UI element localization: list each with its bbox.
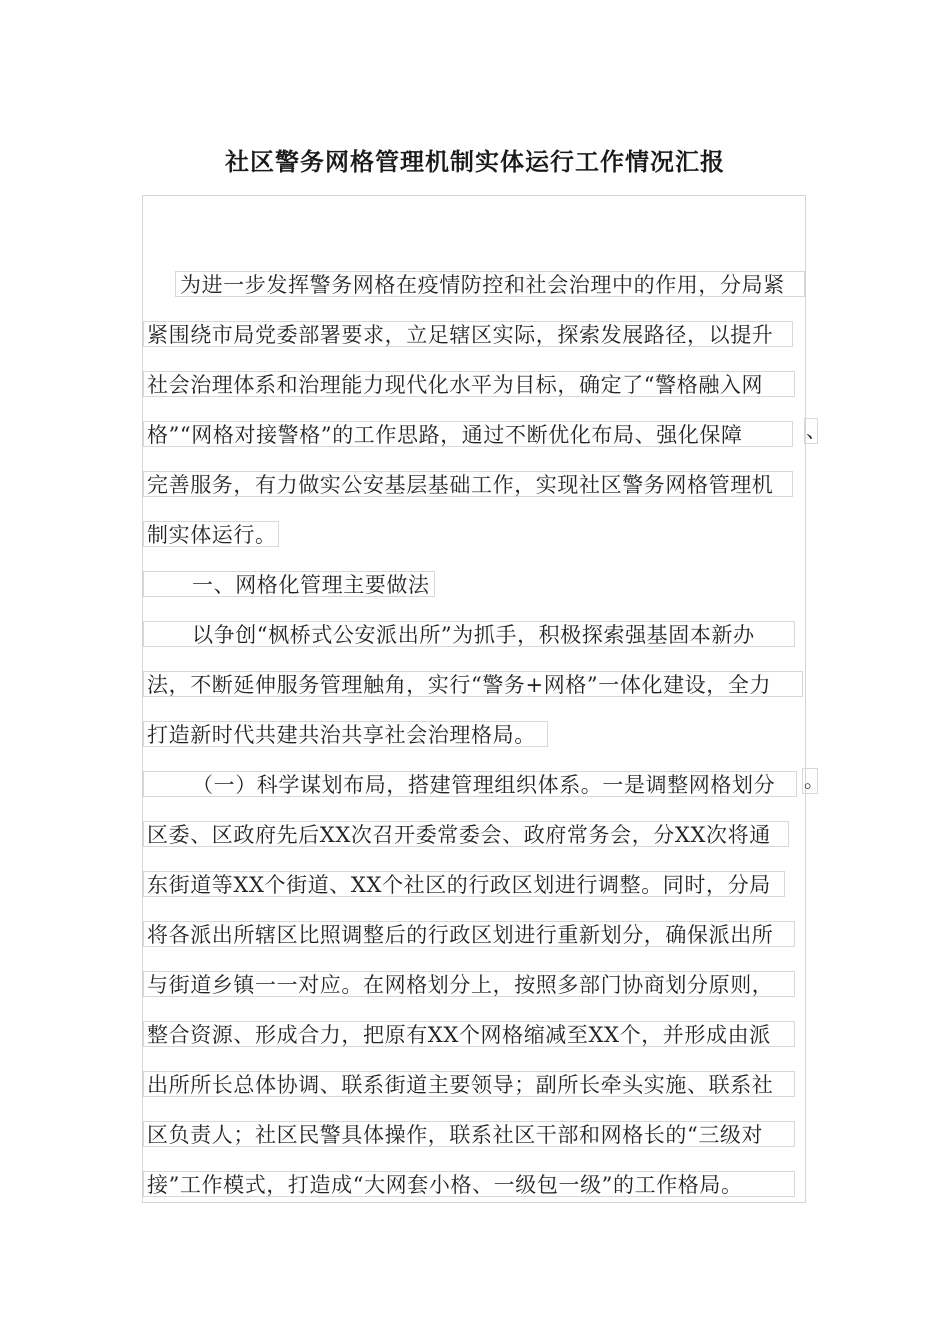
page-title: 社区警务网格管理机制实体运行工作情况汇报 bbox=[225, 148, 725, 176]
paragraph-line: 整合资源、形成合力，把原有XX个网格缩减至XX个，并形成由派 bbox=[143, 1021, 795, 1047]
paragraph-line: 法，不断延伸服务管理触角，实行“警务+网格”一体化建设，全力 bbox=[143, 671, 803, 697]
paragraph-line: 为进一步发挥警务网格在疫情防控和社会治理中的作用，分局紧 bbox=[175, 271, 805, 297]
paragraph-line: 区负责人；社区民警具体操作，联系社区干部和网格长的“三级对 bbox=[143, 1121, 795, 1147]
paragraph-line: 紧围绕市局党委部署要求，立足辖区实际，探索发展路径，以提升 bbox=[143, 321, 793, 347]
overflow-punctuation-mark: 、 bbox=[806, 418, 826, 442]
paragraph-line: 格”“网格对接警格”的工作思路，通过不断优化布局、强化保障 bbox=[143, 421, 793, 447]
subsection-line: （一）科学谋划布局，搭建管理组织体系。一是调整网格划分 bbox=[143, 771, 797, 797]
paragraph-line: 将各派出所辖区比照调整后的行政区划进行重新划分，确保派出所 bbox=[143, 921, 795, 947]
paragraph-line: 打造新时代共建共治共享社会治理格局。 bbox=[143, 721, 548, 747]
paragraph-line: 出所所长总体协调、联系街道主要领导；副所长牵头实施、联系社 bbox=[143, 1071, 795, 1097]
paragraph-line: 与街道乡镇一一对应。在网格划分上，按照多部门协商划分原则， bbox=[143, 971, 795, 997]
paragraph-line: 东街道等XX个街道、XX个社区的行政区划进行调整。同时，分局 bbox=[143, 871, 785, 897]
paragraph-line: 制实体运行。 bbox=[143, 521, 279, 547]
paragraph-line: 以争创“枫桥式公安派出所”为抓手，积极探索强基固本新办 bbox=[143, 621, 795, 647]
section-heading: 一、网格化管理主要做法 bbox=[143, 571, 435, 597]
paragraph-line: 完善服务，有力做实公安基层基础工作，实现社区警务网格管理机 bbox=[143, 471, 793, 497]
paragraph-line: 区委、区政府先后XX次召开委常委会、政府常务会，分XX次将通 bbox=[143, 821, 789, 847]
paragraph-line: 社会治理体系和治理能力现代化水平为目标，确定了“警格融入网 bbox=[143, 371, 795, 397]
overflow-punctuation-mark: 。 bbox=[804, 768, 824, 792]
paragraph-line: 接”工作模式，打造成“大网套小格、一级包一级”的工作格局。 bbox=[143, 1171, 795, 1197]
